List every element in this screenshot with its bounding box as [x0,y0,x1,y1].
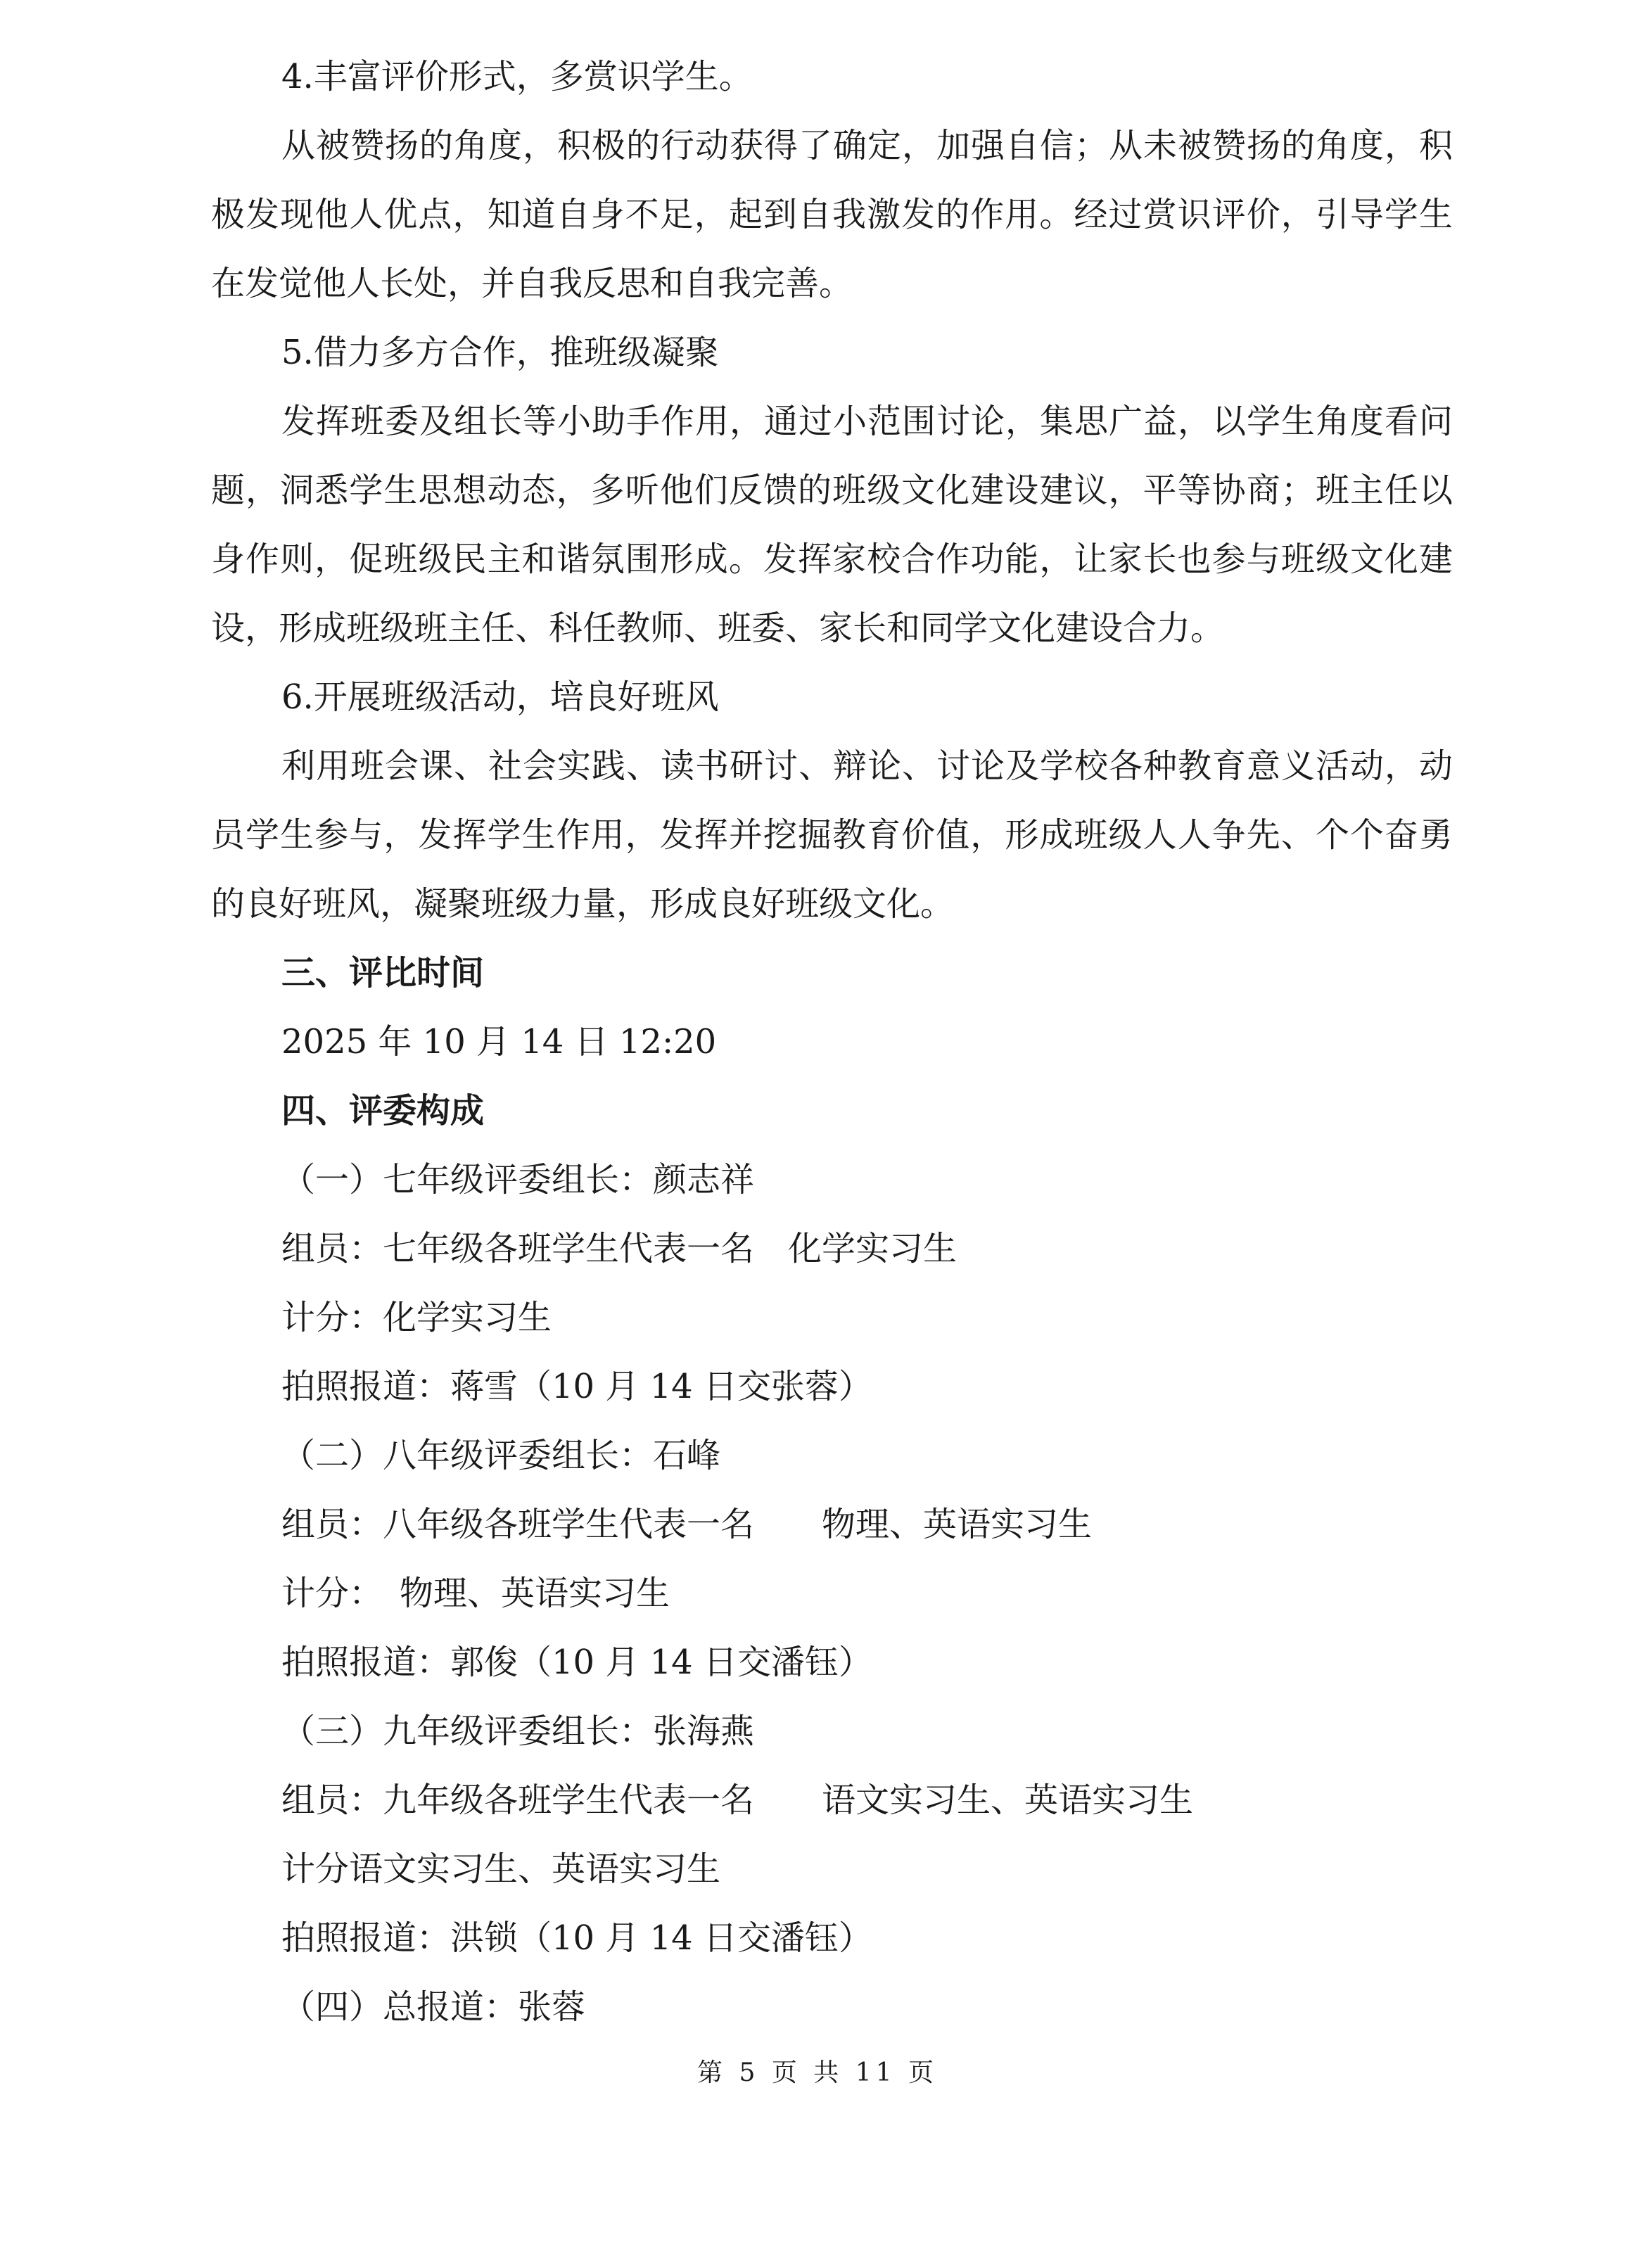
grade-7-photo-report: 拍照报道：蒋雪（10 月 14 日交张蓉） [281,1367,872,1406]
general-report: （四）总报道：张蓉 [281,1987,586,2027]
grade-7-scoring: 计分：化学实习生 [281,1298,552,1337]
body-paragraph-line: 从被赞扬的角度，积极的行动获得了确定，加强自信；从未被赞扬的角度，积 [281,126,1453,165]
grade-8-members: 组员：八年级各班学生代表一名 物理、英语实习生 [281,1505,1093,1544]
evaluation-time-value: 2025 年 10 月 14 日 12:20 [281,1022,717,1062]
body-paragraph-line: 设，形成班级班主任、科任教师、班委、家长和同学文化建设合力。 [211,609,1225,648]
grade-7-judge-leader: （一）七年级评委组长：颜志祥 [281,1160,755,1199]
grade-9-photo-report: 拍照报道：洪锁（10 月 14 日交潘钰） [281,1918,872,1958]
item-heading-6: 6.开展班级活动，培良好班风 [281,677,719,717]
body-paragraph-line: 身作则，促班级民主和谐氛围形成。发挥家校合作功能，让家长也参与班级文化建 [211,540,1453,579]
body-paragraph-line: 在发觉他人长处，并自我反思和自我完善。 [211,264,853,303]
body-paragraph-line: 发挥班委及组长等小助手作用，通过小范围讨论，集思广益，以学生角度看问 [281,402,1453,441]
grade-8-photo-report: 拍照报道：郭俊（10 月 14 日交潘钰） [281,1643,872,1682]
document-page [211,42,1453,2041]
body-paragraph-line: 利用班会课、社会实践、读书研讨、辩论、讨论及学校各种教育意义活动，动 [281,746,1453,786]
grade-9-scoring: 计分语文实习生、英语实习生 [281,1849,721,1889]
grade-8-scoring: 计分： 物理、英语实习生 [281,1574,670,1613]
body-paragraph-line: 题，洞悉学生思想动态，多听他们反馈的班级文化建设建议，平等协商；班主任以 [211,471,1453,510]
body-paragraph-line: 的良好班风，凝聚班级力量，形成良好班级文化。 [211,884,955,924]
body-paragraph-line: 极发现他人优点，知道自身不足，起到自我激发的作用。经过赏识评价，引导学生 [211,195,1453,234]
item-heading-5: 5.借力多方合作，推班级凝聚 [281,333,719,372]
grade-7-members: 组员：七年级各班学生代表一名 化学实习生 [281,1229,958,1268]
grade-9-members: 组员：九年级各班学生代表一名 语文实习生、英语实习生 [281,1780,1194,1820]
body-paragraph-line: 员学生参与，发挥学生作用，发挥并挖掘教育价值，形成班级人人争先、个个奋勇 [211,815,1453,855]
grade-9-judge-leader: （三）九年级评委组长：张海燕 [281,1712,755,1751]
section-heading-evaluation-time: 三、评比时间 [281,953,485,993]
section-heading-judges: 四、评委构成 [281,1091,485,1130]
item-heading-4: 4.丰富评价形式，多赏识学生。 [281,57,753,96]
page-number-footer: 第 5 页 共 11 页 [697,2058,938,2087]
grade-8-judge-leader: （二）八年级评委组长：石峰 [281,1436,721,1475]
